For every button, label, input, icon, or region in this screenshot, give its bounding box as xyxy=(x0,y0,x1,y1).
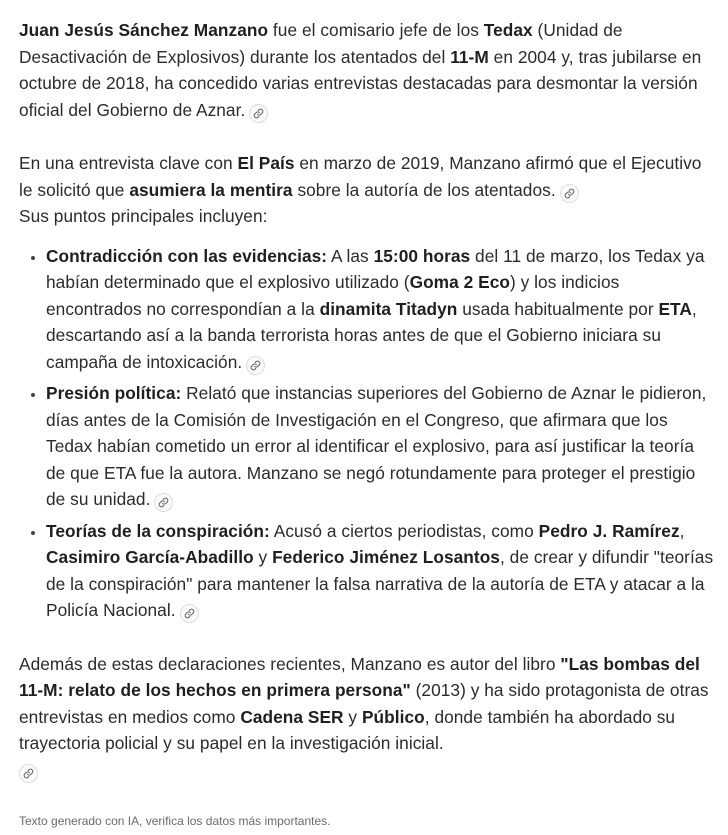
book-title: "Las bombas del 11-M: relato de los hechos en primera persona" xyxy=(19,653,700,700)
list-item: • Contradicción con las evidencias: A las 15:00 horas del 11 de marzo, los Tedax ya habían determinado que el explosivo utilizado (Goma 2 Eco) y los indicios encontrados no correspondían a la dinamita Titadyn usada habitualmente por ETA, descartando así a la banda terrorista horas antes de que el Gobierno iniciara su campaña de intoxicación. xyxy=(46,243,714,376)
source-link-button[interactable] xyxy=(249,104,268,123)
link-icon xyxy=(250,360,261,371)
paragraph-book: Además de estas declaraciones recientes, Manzano es autor del libro "Las bombas del 11-M: relato de los hechos en primera persona" (2013) y ha sido protagonista de otras entrevistas en medios como Cadena SER y Público, donde también ha abordado su trayectoria policial y su papel en la investigación inicial. xyxy=(19,651,714,784)
source-link-button[interactable] xyxy=(154,493,173,512)
link-icon xyxy=(23,768,34,779)
link-icon xyxy=(564,188,575,199)
link-icon xyxy=(253,108,264,119)
source-link-button[interactable] xyxy=(180,604,199,623)
source-link-button[interactable] xyxy=(246,356,265,375)
source-link-button[interactable] xyxy=(19,764,38,783)
source-link-button[interactable] xyxy=(560,184,579,203)
paragraph-interview: En una entrevista clave con El País en marzo de 2019, Manzano afirmó que el Ejecutivo le solicitó que asumiera la mentira sobre la autoría de los atentados. Sus puntos principales incluyen: xyxy=(19,153,702,226)
list-item: • Teorías de la conspiración: Acusó a ciertos periodistas, como Pedro J. Ramírez, Casimiro García-Abadillo y Federico Jiménez Losantos, de crear y difundir "teorías de la conspiración" para mantener la falsa narrativa de la autoría de ETA y atacar a la Policía Nacional. xyxy=(46,518,714,624)
link-icon xyxy=(184,608,195,619)
person-name: Juan Jesús Sánchez Manzano xyxy=(19,20,269,40)
ai-disclaimer: Texto generado con IA, verifica los datos más importantes. xyxy=(19,814,331,828)
link-icon xyxy=(158,497,169,508)
paragraph-intro: Juan Jesús Sánchez Manzano fue el comisario jefe de los Tedax (Unidad de Desactivación de Explosivos) durante los atentados del 11-M en 2004 y, tras jubilarse en octubre de 2018, ha concedido varias entrevistas destacadas para desmontar la versión oficial del Gobierno de Aznar. xyxy=(19,17,714,123)
key-points-list xyxy=(19,243,714,624)
list-item: • Presión política: Relató que instancias superiores del Gobierno de Aznar le pidieron, días antes de la Comisión de Investigación en el Congreso, que afirmara que los Tedax habían cometido un error al identificar el explosivo, para así justificar la teoría de que ETA fue la autora. Manzano se negó rotundamente para proteger el prestigio de su unidad. xyxy=(46,380,714,513)
